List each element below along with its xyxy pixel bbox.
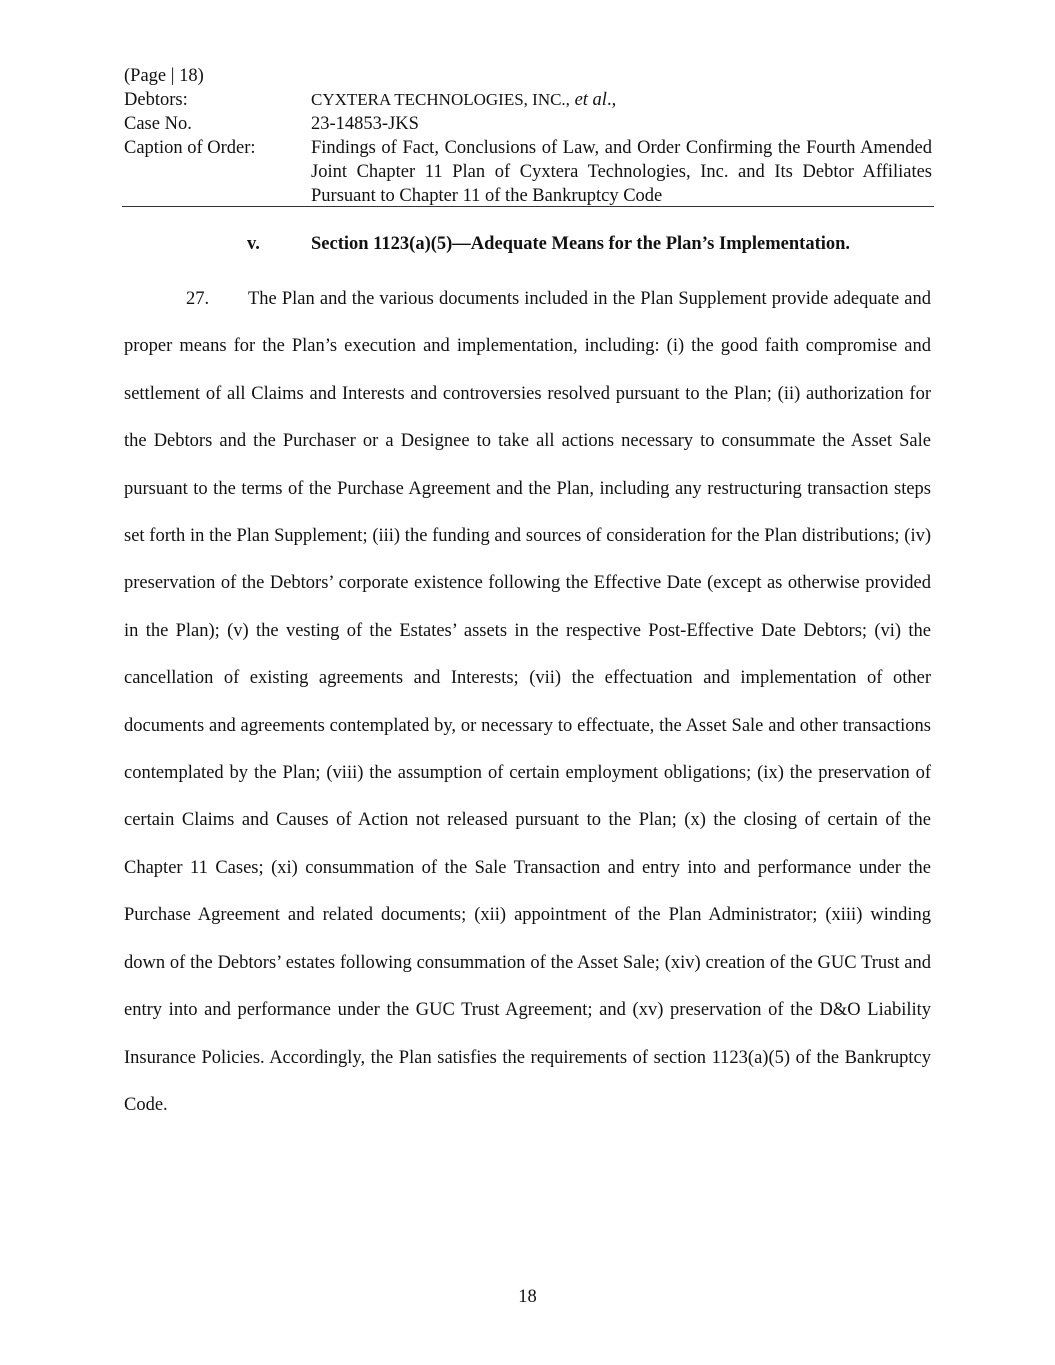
- debtors-etal: et al: [574, 90, 607, 110]
- caption-row: [124, 136, 932, 208]
- case-value: 23-14853-JKS: [311, 114, 419, 134]
- paragraph-27: [124, 276, 931, 1129]
- debtors-row: [124, 88, 932, 112]
- section-title: Section 1123(a)(5)—Adequate Means for the Plan’s Implementation.: [311, 234, 851, 254]
- caption-value: Findings of Fact, Conclusions of Law, and Order Confirming the Fourth Amended Joint Chapter 11 Plan of Cyxtera Technologies, Inc. and Its Debtor Affiliates Pursuant to Chapter 11 of the Bankruptcy Code: [311, 138, 932, 206]
- page-header: [124, 64, 932, 208]
- case-row: [124, 112, 932, 136]
- page-number: 18: [518, 1287, 537, 1307]
- caption-label: Caption of Order:: [124, 138, 256, 158]
- case-label: Case No.: [124, 114, 192, 134]
- section-number: v.: [247, 234, 260, 254]
- paragraph-number: 27.: [186, 289, 210, 309]
- section-heading: [247, 232, 937, 256]
- debtors-label: Debtors:: [124, 90, 188, 110]
- page-label: (Page | 18): [124, 66, 204, 86]
- debtors-name: CYXTERA TECHNOLOGIES, INC.,: [311, 90, 570, 109]
- paragraph-text: The Plan and the various documents included in the Plan Supplement provide adequate and proper means for the Plan’s execution and implementation, including: (i) the good faith compromise and settlement of all Claims and Interests and controversies resolved pursuant to the Plan; (ii) authorization for the Debtors and the Purchaser or a Designee to take all actions necessary to consummate the Asset Sale pursuant to the terms of the Purchase Agreement and the Plan, including any restructuring transaction steps set forth in the Plan Supplement; (iii) the funding and sources of consideration for the Plan distributions; (iv) preservation of the Debtors’ corporate existence following the Effective Date (except as otherwise provided in the Plan); (v) the vesting of the Estates’ assets in the respective Post-Effective Date Debtors; (vi) the cancellation of existing agreements and Interests; (vii) the effectuation and implementation of other documents and agreements contemplated by, or necessary to effectuate, the Asset Sale and other transactions contemplated by the Plan; (viii) the assumption of certain employment obligations; (ix) the preservation of certain Claims and Causes of Action not released pursuant to the Plan; (x) the closing of certain of the Chapter 11 Cases; (xi) consummation of the Sale Transaction and entry into and performance under the Purchase Agreement and related documents; (xii) appointment of the Plan Administrator; (xiii) winding down of the Debtors’ estates following consummation of the Asset Sale; (xiv) creation of the GUC Trust and entry into and performance under the GUC Trust Agreement; and (xv) preservation of the D&O Liability Insurance Policies. Accordingly, the Plan satisfies the requirements of section 1123(a)(5) of the Bankruptcy Code.: [124, 289, 931, 1115]
- page-label-row: [124, 64, 932, 88]
- debtors-suffix: .,: [606, 90, 617, 110]
- debtors-value: [311, 88, 932, 112]
- header-divider: [122, 206, 934, 207]
